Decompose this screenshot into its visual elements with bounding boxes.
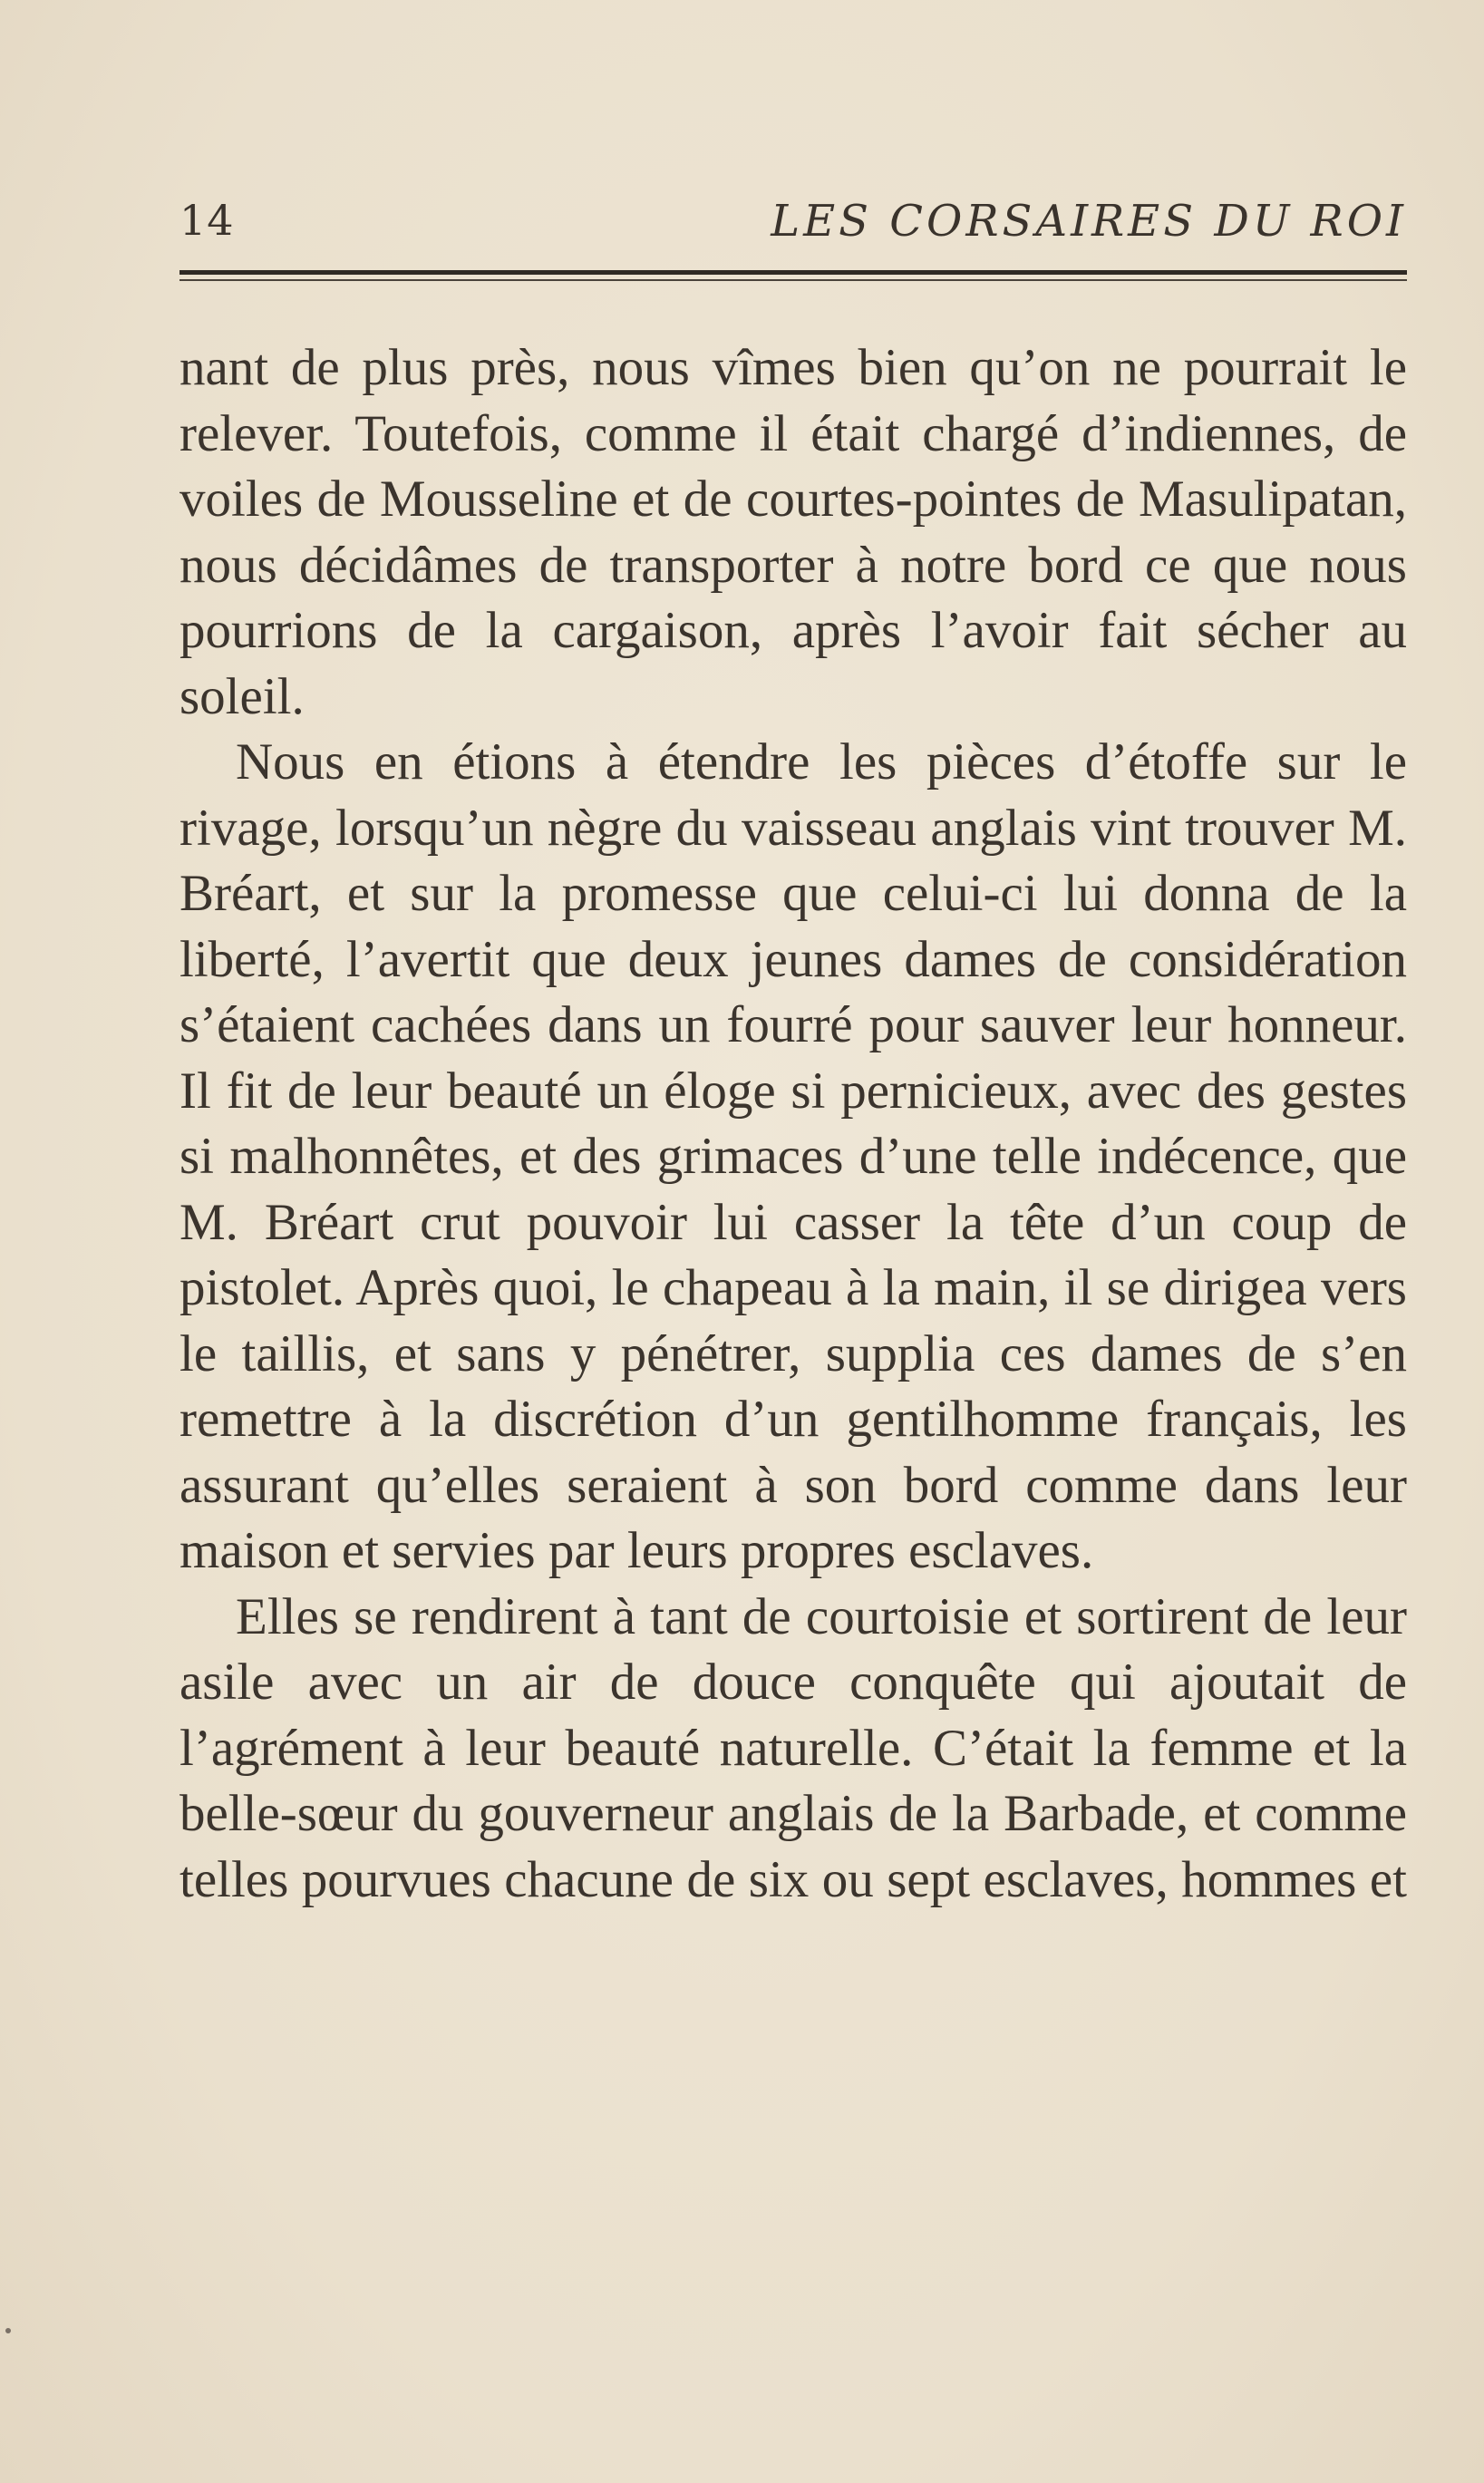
paragraph: nant de plus près, nous vîmes bien qu’on ne pourrait le relever. Toutefois, comme il était chargé d’indiennes, de voiles de Mousseline et de courtes-pointes de Masulipatan, nous décidâmes de transporter à notre bord ce que nous pourrions de la cargaison, après l’avoir fait sécher au soleil.	[179, 339, 1407, 725]
header-rule-thick	[179, 270, 1407, 275]
page-header	[179, 189, 1407, 252]
running-head: LES CORSAIRES DU ROI	[771, 196, 1407, 247]
paragraph: Nous en étions à étendre les pièces d’étoffe sur le rivage, lorsqu’un nègre du vaisseau anglais vint trouver M. Bréart, et sur la promesse que celui-ci lui donna de la liberté, l’avertit que deux jeunes dames de considération s’étaient cachées dans un fourré pour sauver leur honneur. Il fit de leur beauté un éloge si pernicieux, avec des gestes si malhonnêtes, et des grimaces d’une telle indécence, que M. Bréart crut pouvoir lui casser la tête d’un coup de pistolet. Après quoi, le chapeau à la main, il se dirigea vers le taillis, et sans y pénétrer, supplia ces dames de s’en remettre à la discrétion d’un gentilhomme français, les assurant qu’elles seraient à son bord comme dans leur maison et servies par leurs propres esclaves.	[179, 733, 1407, 1579]
paragraph: Elles se rendirent à tant de courtoisie et sortirent de leur asile avec un air de douce conquête qui ajoutait de l’agrément à leur beauté naturelle. C’était la femme et la belle-sœur du gouverneur anglais de la Barbade, et comme telles pourvues chacune de six ou sept esclaves, hommes et	[179, 1587, 1407, 1908]
body-text	[179, 335, 1407, 1913]
header-rule-thin	[179, 279, 1407, 281]
paper-speck	[5, 2328, 11, 2333]
page-number: 14	[179, 196, 235, 245]
